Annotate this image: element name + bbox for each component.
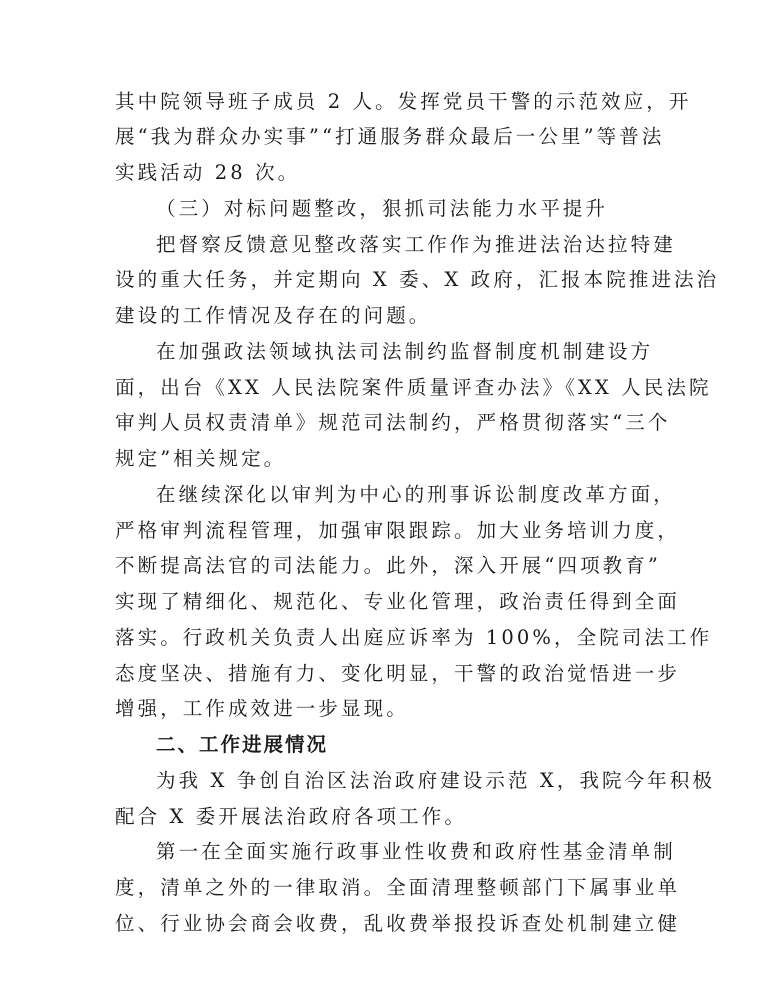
- text-line: 在继续深化以审判为中心的刑事诉讼制度改革方面，: [156, 483, 676, 506]
- text-line: 为我 X 争创自治区法治政府建设示范 X，我院今年积极: [156, 769, 716, 792]
- text-line: 态度坚决、措施有力、变化明显，干警的政治觉悟进一步: [115, 662, 681, 685]
- text-line: 实践活动 28 次。: [115, 161, 301, 184]
- text-line: 审判人员权责清单》规范司法制约，严格贯彻落实“三个: [115, 411, 671, 434]
- text-line: 落实。行政机关负责人出庭应诉率为 100%，全院司法工作: [115, 626, 713, 649]
- text-line: 实现了精细化、规范化、专业化管理，政治责任得到全面: [115, 590, 681, 613]
- text-line: 配合 X 委开展法治政府各项工作。: [115, 805, 467, 828]
- text-line: 度，清单之外的一律取消。全面清理整顿部门下属事业单: [115, 876, 681, 899]
- text-line: 增强，工作成效进一步显现。: [115, 697, 409, 720]
- text-line: 不断提高法官的司法能力。此外，深入开展“四项教育”: [115, 554, 661, 577]
- text-line: 在加强政法领域执法司法制约监督制度机制建设方: [156, 340, 654, 363]
- text-line: 展“我为群众办实事”“打通服务群众最后一公里”等普法: [115, 125, 665, 148]
- text-line: 其中院领导班子成员 2 人。发挥党员干警的示范效应，开: [115, 90, 692, 113]
- section-subheading: （三）对标问题整改，狠抓司法能力水平提升: [156, 197, 609, 220]
- text-line: 位、行业协会商会收费，乱收费举报投诉查处机制建立健: [115, 912, 681, 935]
- text-line: 第一在全面实施行政事业性收费和政府性基金清单制: [156, 840, 676, 863]
- section-heading: 二、工作进展情况: [156, 733, 329, 756]
- text-line: 建设的工作情况及存在的问题。: [115, 304, 432, 327]
- text-line: 面，出台《XX 人民法院案件质量评查办法》《XX 人民法院: [115, 376, 712, 399]
- text-line: 规定”相关规定。: [115, 447, 287, 470]
- text-line: 设的重大任务，并定期向 X 委、X 政府，汇报本院推进法治: [115, 268, 720, 291]
- text-line: 把督察反馈意见整改落实工作作为推进法治达拉特建: [156, 233, 676, 256]
- text-line: 严格审判流程管理，加强审限跟踪。加大业务培训力度，: [115, 519, 681, 542]
